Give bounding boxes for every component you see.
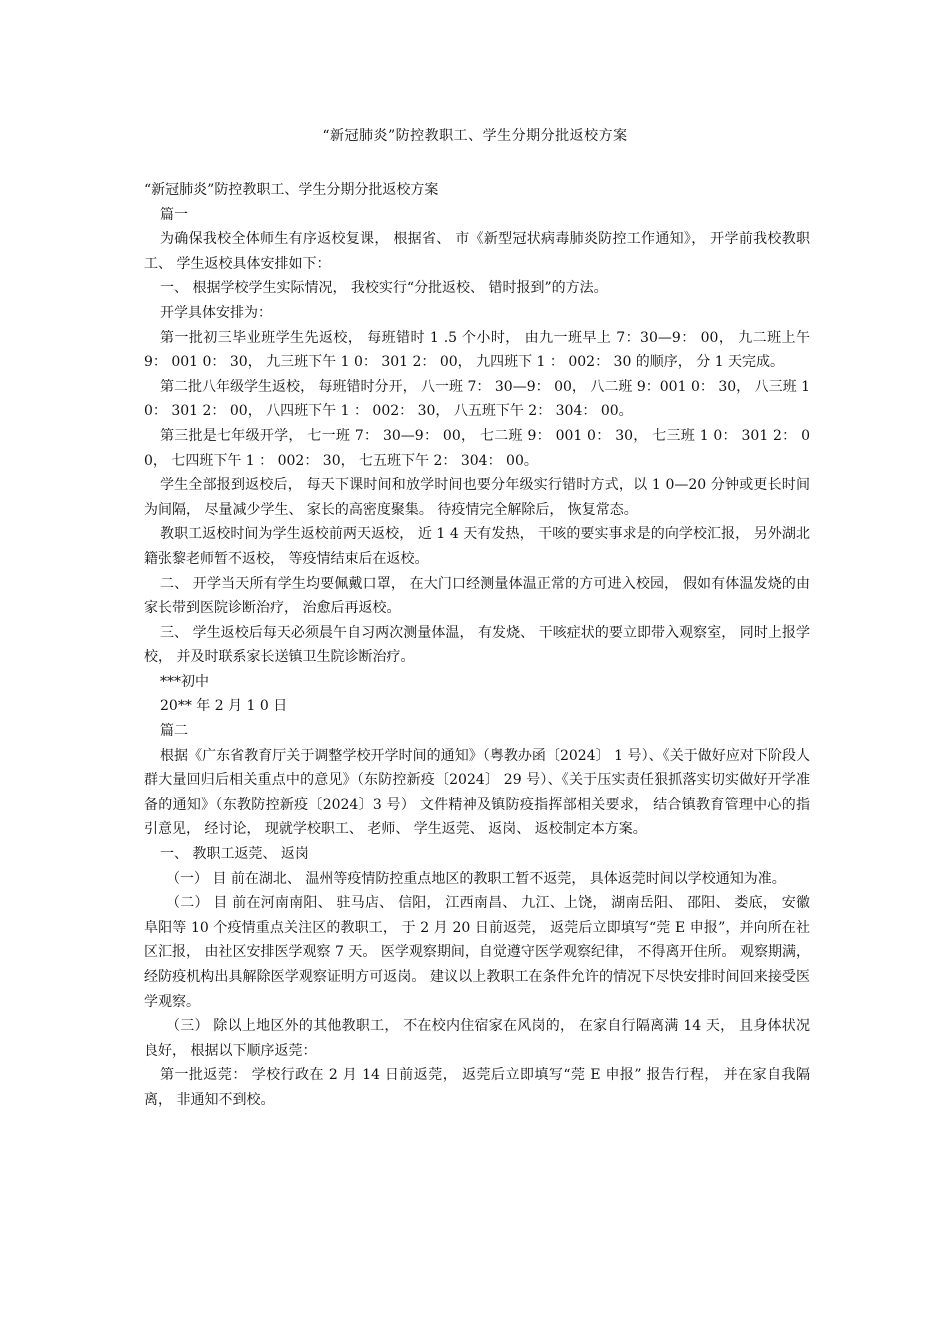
- paragraph: 第一批返莞： 学校行政在 2 月 14 日前返莞， 返莞后立即填写“莞 E 申报” 报告行程， 并在家自我隔离， 非通知不到校。: [144, 1067, 810, 1108]
- section-label-part-two: 篇二: [160, 723, 188, 740]
- paragraph: 一、 教职工返莞、 返岗: [160, 846, 309, 863]
- page-title: “新冠肺炎”防控教职工、学生分期分批返校方案: [322, 128, 628, 144]
- paragraph: 开学具体安排为：: [160, 304, 272, 321]
- paragraph: （三） 除以上地区外的其他教职工， 不在校内住宿家在风岗的， 在家自行隔离满 14 天， 且身体状况良好， 根据以下顺序返莞：: [144, 1018, 810, 1059]
- paragraph: 为确保我校全体师生有序返校复课， 根据省、 市《新型冠状病毒肺炎防控工作通知》， 开学前我校教职工、 学生返校具体安排如下：: [144, 231, 810, 272]
- paragraph: 第一批初三毕业班学生先返校， 每班错时 1 .5 个小时， 由九一班早上 7：30—9： 00， 九二班上午 9： 001 0： 30， 九三班下午 1 0： 301 2： 00， 九四班下 1 ： 002： 30 的顺序， 分 1 天完成。: [144, 329, 810, 371]
- document-body: [144, 178, 810, 1113]
- paragraph: 三、 学生返校后每天必须晨午自习两次测量体温， 有发烧、 干咳症状的要立即带入观察室， 同时上报学校， 并及时联系家长送镇卫生院诊断治疗。: [144, 624, 810, 666]
- signature-date: 20** 年 2 月 1 0 日: [160, 698, 288, 715]
- paragraph: 二、 开学当天所有学生均要佩戴口罩， 在大门口经测量体温正常的方可进入校园， 假如有体温发烧的由家长带到医院诊断治疗， 治愈后再返校。: [144, 575, 810, 617]
- paragraph: 学生全部报到返校后， 每天下课时间和放学时间也要分年级实行错时方式，以 1 0—20 分钟或更长时间为间隔， 尽量减少学生、 家长的高密度聚集。 待疫情完全解除后， 恢复常态。: [144, 477, 810, 518]
- paragraph: 第二批八年级学生返校， 每班错时分开， 八一班 7： 30—9： 00， 八二班 9：001 0： 30， 八三班 1 0： 301 2： 00， 八四班下午 1 ： 002： 30， 八五班下午 2： 304： 00。: [144, 378, 810, 420]
- paragraph: 一、 根据学校学生实际情况， 我校实行“分批返校、 错时报到”的方法。: [160, 280, 608, 297]
- paragraph: 第三批是七年级开学， 七一班 7： 30—9： 00， 七二班 9： 001 0： 30， 七三班 1 0： 301 2： 00， 七四班下午 1 ： 002： 30， 七五班下午 2： 304： 00。: [144, 427, 810, 469]
- paragraph: 根据《广东省教育厅关于调整学校开学时间的通知》（粤教办函〔2024〕 1 号）、《关于做好应对下阶段人群大量回归后相关重点中的意见》（东防控新疫〔2024〕 29 号）、《关于压实责任狠抓落实切实做好开学准备的通知》（东教防控新疫〔2024〕3 号） 文件精神及镇防疫指挥部相关要求， 结合镇教育管理中心的指引意见， 经讨论， 现就学校职工、 老师、 学生返莞、 返岗、 返校制定本方案。: [144, 747, 810, 838]
- document-heading: “新冠肺炎”防控教职工、学生分期分批返校方案: [144, 182, 439, 198]
- signature-school: ***初中: [160, 673, 209, 690]
- section-label-part-one: 篇一: [160, 206, 188, 223]
- paragraph: 教职工返校时间为学生返校前两天返校， 近 1 4 天有发热， 干咳的要实事求是的向学校汇报， 另外湖北籍张黎老师暂不返校， 等疫情结束后在返校。: [144, 526, 810, 567]
- paragraph: （一） 目 前在湖北、 温州等疫情防控重点地区的教职工暂不返莞， 具体返莞时间以学校通知为准。: [166, 870, 786, 887]
- paragraph: （二） 目 前在河南南阳、 驻马店、 信阳， 江西南昌、 九江、上饶， 湖南岳阳、 邵阳、 娄底， 安徽阜阳等 10 个疫情重点关注区的教职工， 于 2 月 20 日前返莞， 返莞后立即填写“莞 E 申报”，并向所在社区汇报， 由社区安排医学观察 7 天。 医学观察期间，自觉遵守医学观察纪律， 不得离开住所。 观察期满， 经防疫机构出具解除医学观察证明方可返岗。 建议以上教职工在条件允许的情况下尽快安排时间回来接受医学观察。: [144, 895, 810, 1010]
